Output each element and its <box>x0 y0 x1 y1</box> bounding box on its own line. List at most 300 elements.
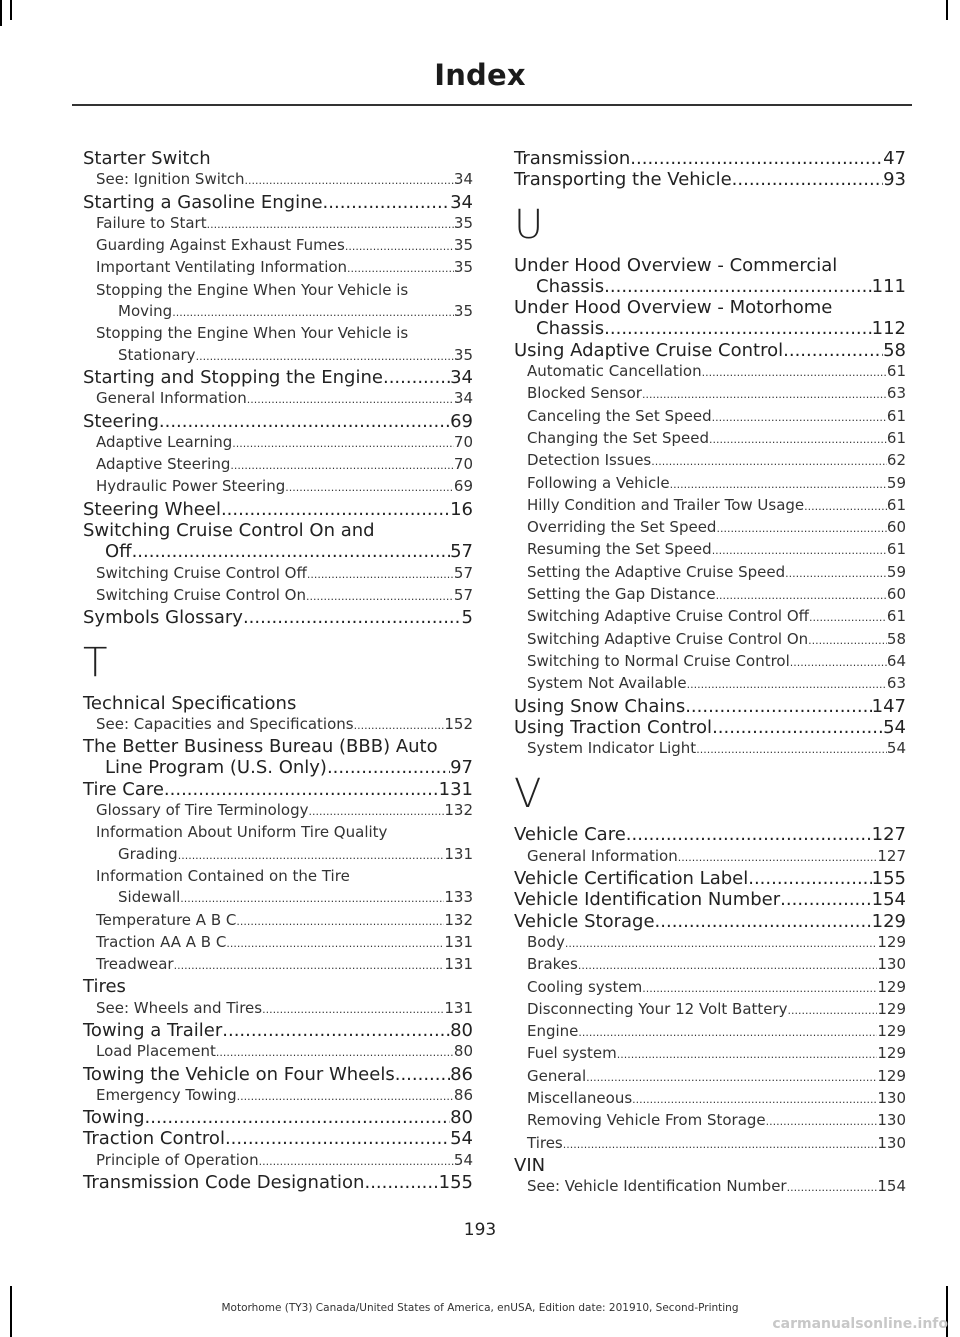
index-subentry-text: Information About Uniform Tire Quality <box>96 823 388 842</box>
page-reference: 60 <box>886 518 906 537</box>
page-reference: 54 <box>886 739 906 758</box>
index-heading: VIN <box>514 1154 546 1176</box>
dot-leader <box>308 801 444 822</box>
entry-label: Setting the Gap Distance <box>527 585 716 604</box>
section-letter: U <box>514 201 544 248</box>
entry-label: System Not Available <box>527 674 687 693</box>
entry-label: Principle of Operation <box>96 1150 259 1169</box>
dot-leader <box>651 451 887 472</box>
page-reference: 34 <box>453 170 473 189</box>
page-reference: 86 <box>453 1085 473 1104</box>
page-reference: 131 <box>444 955 473 974</box>
index-subentry <box>83 1150 473 1172</box>
index-subentry <box>83 844 473 866</box>
page-reference: 16 <box>450 498 473 520</box>
index-subentry <box>83 257 473 279</box>
entry-label: System Indicator Light <box>527 739 697 758</box>
index-subentry <box>514 1066 906 1088</box>
page-reference: 130 <box>877 1111 906 1130</box>
dot-leader <box>174 955 445 976</box>
page-reference: 35 <box>453 236 473 255</box>
entry-label: Traction AA A B C <box>96 932 227 951</box>
index-subentry <box>83 910 473 932</box>
page-reference: 97 <box>450 757 473 779</box>
index-subentry <box>83 235 473 257</box>
page-reference: 57 <box>453 563 473 582</box>
dot-leader <box>164 779 439 800</box>
index-entry <box>83 1128 473 1149</box>
dot-leader <box>632 1089 877 1110</box>
title-divider <box>72 104 912 106</box>
dot-leader <box>230 455 454 476</box>
dot-leader <box>702 362 887 383</box>
dot-leader <box>145 1107 451 1128</box>
page-reference: 35 <box>453 345 473 364</box>
dot-leader <box>236 911 444 932</box>
page-reference: 93 <box>883 169 906 191</box>
dot-leader <box>626 824 872 845</box>
index-subentry <box>514 1043 906 1065</box>
dot-leader <box>712 540 887 561</box>
page-reference: 130 <box>877 1088 906 1107</box>
entry-label: Starting and Stopping the Engine <box>83 366 383 388</box>
entry-label: Using Snow Chains <box>514 695 686 717</box>
index-column-right <box>514 148 906 1198</box>
page-reference: 35 <box>453 213 473 232</box>
index-subentry <box>514 584 906 606</box>
index-subentry <box>514 1110 906 1132</box>
dot-leader <box>225 1128 450 1149</box>
index-subentry <box>83 1041 473 1063</box>
page-reference: 129 <box>877 1066 906 1085</box>
page-reference: 129 <box>877 999 906 1018</box>
page-reference: 131 <box>444 844 473 863</box>
index-subentry <box>83 585 473 607</box>
index-subentry <box>514 932 906 954</box>
page-reference: 57 <box>450 541 473 563</box>
page-reference: 131 <box>444 932 473 951</box>
dot-leader <box>285 477 454 498</box>
index-subentry <box>83 954 473 976</box>
page-reference: 62 <box>886 451 906 470</box>
entry-label: Vehicle Storage <box>514 910 655 932</box>
dot-leader <box>132 541 451 562</box>
page-reference: 63 <box>886 384 906 403</box>
dot-leader <box>216 1042 454 1063</box>
page-reference: 58 <box>886 629 906 648</box>
index-subentry <box>83 800 473 822</box>
index-heading: Technical Specifications <box>83 692 297 714</box>
dot-leader <box>617 1044 878 1065</box>
index-subentry <box>514 954 906 976</box>
page-reference: 129 <box>877 1022 906 1041</box>
page-reference: 47 <box>883 148 906 169</box>
index-subentry <box>514 517 906 539</box>
index-subentry <box>83 932 473 954</box>
index-entry <box>83 541 473 562</box>
entry-label: Line Program (U.S. Only) <box>105 757 327 779</box>
entry-label: Canceling the Set Speed <box>527 406 712 425</box>
dot-leader <box>578 955 878 976</box>
entry-label: See: Capacities and Specifications <box>96 714 354 733</box>
page-reference: 61 <box>886 607 906 626</box>
index-subentry <box>514 406 906 428</box>
dot-leader <box>221 499 450 520</box>
dot-leader <box>245 170 454 191</box>
page-reference: 132 <box>444 910 473 929</box>
entry-label: Transmission Code Designation <box>83 1172 365 1194</box>
page-reference: 129 <box>877 977 906 996</box>
entry-label: Switching to Normal Cruise Control <box>527 651 790 670</box>
entry-label: Temperature A B C <box>96 910 237 929</box>
dot-leader <box>685 696 871 717</box>
index-subentry-text: Stopping the Engine When Your Vehicle is <box>96 324 409 343</box>
dot-leader <box>716 585 887 606</box>
index-subentry <box>514 846 906 868</box>
index-heading: Under Hood Overview - Motorhome <box>514 297 833 319</box>
index-heading: Starter Switch <box>83 148 211 169</box>
dot-leader <box>159 411 450 432</box>
page-reference: 69 <box>450 410 473 432</box>
dot-leader <box>259 1151 454 1172</box>
entry-label: Hilly Condition and Trailer Tow Usage <box>527 495 805 514</box>
entry-label: Brakes <box>527 955 578 974</box>
entry-label: Adaptive Steering <box>96 455 231 474</box>
entry-label: Chassis <box>536 318 605 340</box>
dot-leader <box>307 564 454 585</box>
dot-leader <box>247 389 454 410</box>
entry-label: See: Vehicle Identification Number <box>527 1177 787 1196</box>
dot-leader <box>788 1000 878 1021</box>
edition-footer: Motorhome (TY3) Canada/United States of America, enUSA, Edition date: 201910, Second-Printing <box>221 1302 739 1314</box>
entry-label: Overriding the Set Speed <box>527 518 717 537</box>
entry-label: Sidewall <box>118 888 181 907</box>
page-reference: 127 <box>877 846 906 865</box>
index-subentry <box>514 1088 906 1110</box>
page-reference: 34 <box>453 389 473 408</box>
entry-label: Setting the Adaptive Cruise Speed <box>527 562 786 581</box>
page-reference: 131 <box>438 778 473 800</box>
dot-leader <box>732 169 883 190</box>
entry-label: Using Traction Control <box>514 716 713 738</box>
entry-label: Transmission <box>514 148 631 169</box>
index-entry <box>83 757 473 778</box>
entry-label: Fuel system <box>527 1044 617 1063</box>
dot-leader <box>804 496 887 517</box>
entry-label: Resuming the Set Speed <box>527 540 712 559</box>
index-heading: Switching Cruise Control On and <box>83 520 375 542</box>
page-reference: 130 <box>877 1133 906 1152</box>
index-subentry-text: Information Contained on the Tire <box>96 866 350 885</box>
index-entry <box>83 411 473 432</box>
entry-label: Guarding Against Exhaust Fumes <box>96 236 345 255</box>
index-entry <box>83 1020 473 1041</box>
page-reference: 58 <box>883 339 906 361</box>
dot-leader <box>687 674 887 695</box>
entry-label: Moving <box>118 302 173 321</box>
page-title: Index <box>434 58 526 92</box>
dot-leader <box>712 407 887 428</box>
dot-leader <box>630 148 883 169</box>
index-entry <box>514 169 906 190</box>
index-subentry <box>83 563 473 585</box>
page-reference: 131 <box>444 998 473 1017</box>
index-subentry <box>83 213 473 235</box>
crop-mark-top-left <box>10 0 12 20</box>
page-reference: 35 <box>453 302 473 321</box>
dot-leader <box>696 739 887 760</box>
index-subentry <box>514 999 906 1021</box>
page-reference: 61 <box>886 362 906 381</box>
page-reference: 129 <box>877 932 906 951</box>
page-reference: 132 <box>444 801 473 820</box>
entry-label: Towing <box>83 1107 145 1129</box>
index-subentry <box>83 432 473 454</box>
dot-leader <box>323 192 451 213</box>
index-heading: The Better Business Bureau (BBB) Auto <box>83 736 438 758</box>
entry-label: Following a Vehicle <box>527 473 670 492</box>
page-reference: 70 <box>453 432 473 451</box>
index-subentry <box>514 428 906 450</box>
entry-label: Miscellaneous <box>527 1088 633 1107</box>
dot-leader <box>808 630 887 651</box>
section-letter: V <box>514 771 542 818</box>
index-subentry <box>83 454 473 476</box>
entry-label: Changing the Set Speed <box>527 428 709 447</box>
dot-leader <box>642 978 877 999</box>
page-reference: 5 <box>461 607 473 629</box>
index-subentry <box>83 887 473 909</box>
dot-leader <box>655 911 872 932</box>
index-entry <box>83 779 473 800</box>
page-reference: 60 <box>886 585 906 604</box>
index-entry <box>83 499 473 520</box>
dot-leader <box>306 586 454 607</box>
index-subentry <box>514 495 906 517</box>
index-subentry <box>514 1021 906 1043</box>
index-entry <box>83 192 473 213</box>
page-reference: 127 <box>871 824 906 846</box>
index-subentry <box>514 738 906 760</box>
dot-leader <box>748 868 871 889</box>
dot-leader <box>766 1111 878 1132</box>
index-subentry <box>514 651 906 673</box>
dot-leader <box>243 607 462 628</box>
section-letter: T <box>83 639 108 686</box>
index-subentry <box>514 562 906 584</box>
page-reference: 34 <box>450 366 473 388</box>
page-reference: 130 <box>877 955 906 974</box>
entry-label: Switching Cruise Control On <box>96 585 306 604</box>
entry-label: Stationary <box>118 345 196 364</box>
entry-label: Blocked Sensor <box>527 384 642 403</box>
dot-leader <box>232 433 454 454</box>
dot-leader <box>347 258 454 279</box>
dot-leader <box>709 429 887 450</box>
page-reference: 64 <box>886 651 906 670</box>
index-entry <box>83 607 473 628</box>
index-heading: Under Hood Overview - Commercial <box>514 254 838 276</box>
index-entry <box>83 1064 473 1085</box>
index-subentry <box>514 473 906 495</box>
index-subentry <box>514 673 906 695</box>
page-reference: 54 <box>883 716 906 738</box>
index-subentry <box>514 450 906 472</box>
index-subentry <box>514 361 906 383</box>
dot-leader <box>222 1020 450 1041</box>
index-entry <box>514 911 906 932</box>
page-reference: 54 <box>450 1128 473 1150</box>
entry-label: Switching Cruise Control Off <box>96 563 307 582</box>
entry-label: Vehicle Care <box>514 824 626 846</box>
index-entry <box>514 889 906 910</box>
page-reference: 133 <box>444 888 473 907</box>
dot-leader <box>563 1134 878 1155</box>
entry-label: Towing the Vehicle on Four Wheels <box>83 1063 395 1085</box>
dot-leader <box>345 236 454 257</box>
dot-leader <box>565 933 877 954</box>
dot-leader <box>670 474 887 495</box>
entry-label: Hydraulic Power Steering <box>96 477 286 496</box>
entry-label: Tire Care <box>83 778 164 800</box>
index-entry <box>514 696 906 717</box>
index-subentry <box>83 388 473 410</box>
dot-leader <box>172 302 454 323</box>
index-subentry <box>83 169 473 191</box>
index-entry <box>514 148 906 169</box>
dot-leader <box>237 1086 454 1107</box>
entry-label: Important Ventilating Information <box>96 258 348 277</box>
index-subentry <box>83 998 473 1020</box>
index-column-left <box>83 148 473 1193</box>
dot-leader <box>678 847 878 868</box>
index-subentry <box>83 1085 473 1107</box>
entry-label: Engine <box>527 1022 579 1041</box>
entry-label: Steering <box>83 410 159 432</box>
dot-leader <box>604 318 871 339</box>
entry-label: Switching Adaptive Cruise Control On <box>527 629 809 648</box>
dot-leader <box>178 845 445 866</box>
entry-label: General <box>527 1066 587 1085</box>
dot-leader <box>207 214 454 235</box>
index-entry <box>514 824 906 845</box>
entry-label: Failure to Start <box>96 213 207 232</box>
dot-leader <box>586 1067 877 1088</box>
page-reference: 154 <box>871 889 906 911</box>
entry-label: Body <box>527 932 565 951</box>
index-subentry <box>514 977 906 999</box>
entry-label: Detection Issues <box>527 451 652 470</box>
page-reference: 61 <box>886 495 906 514</box>
page-reference: 61 <box>886 428 906 447</box>
page-reference: 154 <box>877 1177 906 1196</box>
page-reference: 35 <box>453 258 473 277</box>
index-subentry <box>514 1176 906 1198</box>
entry-label: Starting a Gasoline Engine <box>83 191 323 213</box>
entry-label: Load Placement <box>96 1042 216 1061</box>
dot-leader <box>785 563 887 584</box>
dot-leader <box>354 715 445 736</box>
entry-label: Symbols Glossary <box>83 607 243 629</box>
entry-label: Removing Vehicle From Storage <box>527 1111 766 1130</box>
index-subentry <box>514 606 906 628</box>
index-entry <box>83 1172 473 1193</box>
page-reference: 129 <box>877 1044 906 1063</box>
dot-leader <box>780 889 871 910</box>
dot-leader <box>196 346 454 367</box>
index-subentry-text: Stopping the Engine When Your Vehicle is <box>96 280 409 299</box>
dot-leader <box>642 384 887 405</box>
index-subentry <box>514 383 906 405</box>
page-reference: 155 <box>438 1172 473 1194</box>
index-entry <box>514 276 906 297</box>
entry-label: Glossary of Tire Terminology <box>96 801 309 820</box>
entry-label: Treadwear <box>96 955 174 974</box>
entry-label: Chassis <box>536 275 605 297</box>
page-reference: 70 <box>453 455 473 474</box>
dot-leader <box>383 367 450 388</box>
page-reference: 57 <box>453 585 473 604</box>
entry-label: Tires <box>527 1133 563 1152</box>
entry-label: Steering Wheel <box>83 498 221 520</box>
page-reference: 69 <box>453 477 473 496</box>
dot-leader <box>604 276 871 297</box>
dot-leader <box>712 717 883 738</box>
dot-leader <box>226 933 444 954</box>
page-reference: 80 <box>450 1019 473 1041</box>
entry-label: General Information <box>527 846 678 865</box>
entry-label: Switching Adaptive Cruise Control Off <box>527 607 809 626</box>
index-subentry <box>83 476 473 498</box>
index-subentry <box>514 1133 906 1155</box>
dot-leader <box>716 518 886 539</box>
entry-label: Off <box>105 541 132 563</box>
entry-label: Vehicle Certification Label <box>514 868 749 890</box>
page-reference: 147 <box>871 695 906 717</box>
dot-leader <box>790 652 887 673</box>
dot-leader <box>783 340 883 361</box>
entry-label: Traction Control <box>83 1128 225 1150</box>
page-reference: 111 <box>871 275 906 297</box>
page-reference: 34 <box>450 191 473 213</box>
page-reference: 61 <box>886 406 906 425</box>
index-entry <box>514 318 906 339</box>
page-reference: 129 <box>871 910 906 932</box>
crop-mark-top-left <box>0 0 2 26</box>
entry-label: Emergency Towing <box>96 1085 237 1104</box>
index-entry <box>514 868 906 889</box>
entry-label: See: Ignition Switch <box>96 170 245 189</box>
index-subentry <box>514 629 906 651</box>
dot-leader <box>262 999 444 1020</box>
page-reference: 155 <box>871 868 906 890</box>
index-subentry <box>514 539 906 561</box>
entry-label: Disconnecting Your 12 Volt Battery <box>527 999 788 1018</box>
dot-leader <box>180 888 444 909</box>
entry-label: Using Adaptive Cruise Control <box>514 339 784 361</box>
index-entry <box>514 340 906 361</box>
page-reference: 80 <box>453 1042 473 1061</box>
page-reference: 86 <box>450 1063 473 1085</box>
entry-label: Cooling system <box>527 977 643 996</box>
dot-leader <box>578 1022 877 1043</box>
index-subentry <box>83 714 473 736</box>
entry-label: Adaptive Learning <box>96 432 233 451</box>
page-reference: 54 <box>453 1150 473 1169</box>
page-reference: 59 <box>886 562 906 581</box>
entry-label: Towing a Trailer <box>83 1019 223 1041</box>
dot-leader <box>364 1172 438 1193</box>
